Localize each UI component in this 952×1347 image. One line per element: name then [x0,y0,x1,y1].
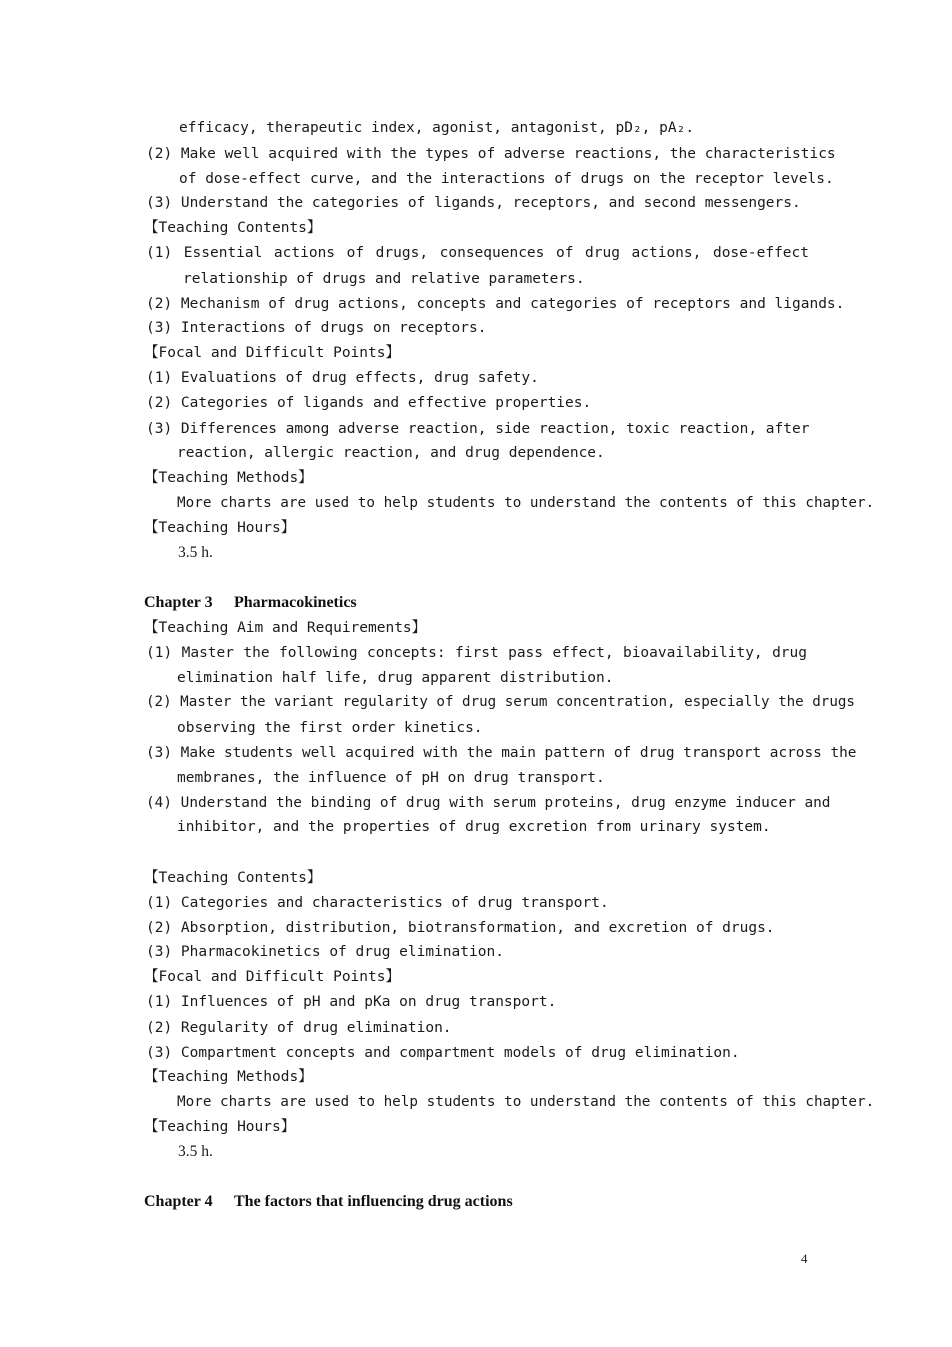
ch3-aim-item4-line1: (4) Understand the binding of drug with serum proteins, drug enzyme inducer and [146,795,831,811]
ch3-aim-item1-line2: elimination half life, drug apparent distribution. [177,670,614,686]
chapter-4-number: Chapter 4 [144,1193,213,1210]
teaching-methods-header: 【Teaching Methods】 [144,470,313,486]
ch3-teaching-hours-header: 【Teaching Hours】 [144,1119,296,1135]
contents-item3: (3) Interactions of drugs on receptors. [146,320,487,336]
chapter-3-number: Chapter 3 [144,594,213,611]
ch3-aim-item3-line2: membranes, the influence of pH on drug transport. [177,770,605,786]
contents-item1-line1: (1) Essential actions of drugs, consequences of drug actions, dose-effect [146,245,809,261]
ch3-contents-item3: (3) Pharmacokinetics of drug elimination. [146,944,504,960]
ch3-focal-item3: (3) Compartment concepts and compartment models of drug elimination. [146,1045,740,1061]
page-number: 4 [801,1251,808,1266]
teaching-contents-header: 【Teaching Contents】 [144,220,322,236]
contents-item2: (2) Mechanism of drug actions, concepts and categories of receptors and ligands. [146,296,845,312]
aim-item1-continuation: efficacy, therapeutic index, agonist, antagonist, pD₂, pA₂. [179,120,695,136]
ch3-aim-item2-line2: observing the first order kinetics. [177,720,483,736]
chapter-3-heading [144,593,357,613]
ch3-teaching-methods-header: 【Teaching Methods】 [144,1069,313,1085]
ch3-aim-item4-line2: inhibitor, and the properties of drug excretion from urinary system. [177,819,771,835]
ch3-teaching-hours-value: 3.5 h. [178,1143,213,1160]
teaching-hours-header: 【Teaching Hours】 [144,520,296,536]
focal-points-header: 【Focal and Difficult Points】 [144,345,400,361]
teaching-methods-text: More charts are used to help students to understand the contents of this chapter. [177,495,875,511]
ch3-aim-item1-line1: (1) Master the following concepts: first pass effect, bioavailability, drug [146,645,807,661]
chapter-4-heading [144,1192,513,1212]
ch3-teaching-methods-text: More charts are used to help students to understand the contents of this chapter. [177,1094,875,1110]
ch3-aim-item3-line1: (3) Make students well acquired with the main pattern of drug transport across the [146,745,857,761]
chapter-4-title: The factors that influencing drug actions [234,1193,513,1210]
ch3-focal-item2: (2) Regularity of drug elimination. [146,1020,452,1036]
focal-item1: (1) Evaluations of drug effects, drug safety. [146,370,539,386]
ch3-teaching-contents-header: 【Teaching Contents】 [144,870,322,886]
aim-item2-line2: of dose-effect curve, and the interactions of drugs on the receptor levels. [179,171,834,187]
aim-item3: (3) Understand the categories of ligands, receptors, and second messengers. [146,195,801,211]
teaching-hours-value: 3.5 h. [178,544,213,561]
focal-item3-line1: (3) Differences among adverse reaction, side reaction, toxic reaction, after [146,421,810,437]
contents-item1-line2: relationship of drugs and relative parameters. [183,271,585,287]
ch3-aim-item2-line1: (2) Master the variant regularity of drug serum concentration, especially the drugs [146,694,855,710]
ch3-focal-item1: (1) Influences of pH and pKa on drug transport. [146,994,557,1010]
ch3-contents-item1: (1) Categories and characteristics of drug transport. [146,895,609,911]
ch3-focal-points-header: 【Focal and Difficult Points】 [144,969,400,985]
focal-item3-line2: reaction, allergic reaction, and drug dependence. [177,445,605,461]
teaching-aim-header: 【Teaching Aim and Requirements】 [144,620,427,636]
focal-item2: (2) Categories of ligands and effective properties. [146,395,592,411]
aim-item2-line1: (2) Make well acquired with the types of adverse reactions, the characteristics [146,146,836,162]
ch3-contents-item2: (2) Absorption, distribution, biotransformation, and excretion of drugs. [146,920,775,936]
chapter-3-title: Pharmacokinetics [234,594,357,611]
